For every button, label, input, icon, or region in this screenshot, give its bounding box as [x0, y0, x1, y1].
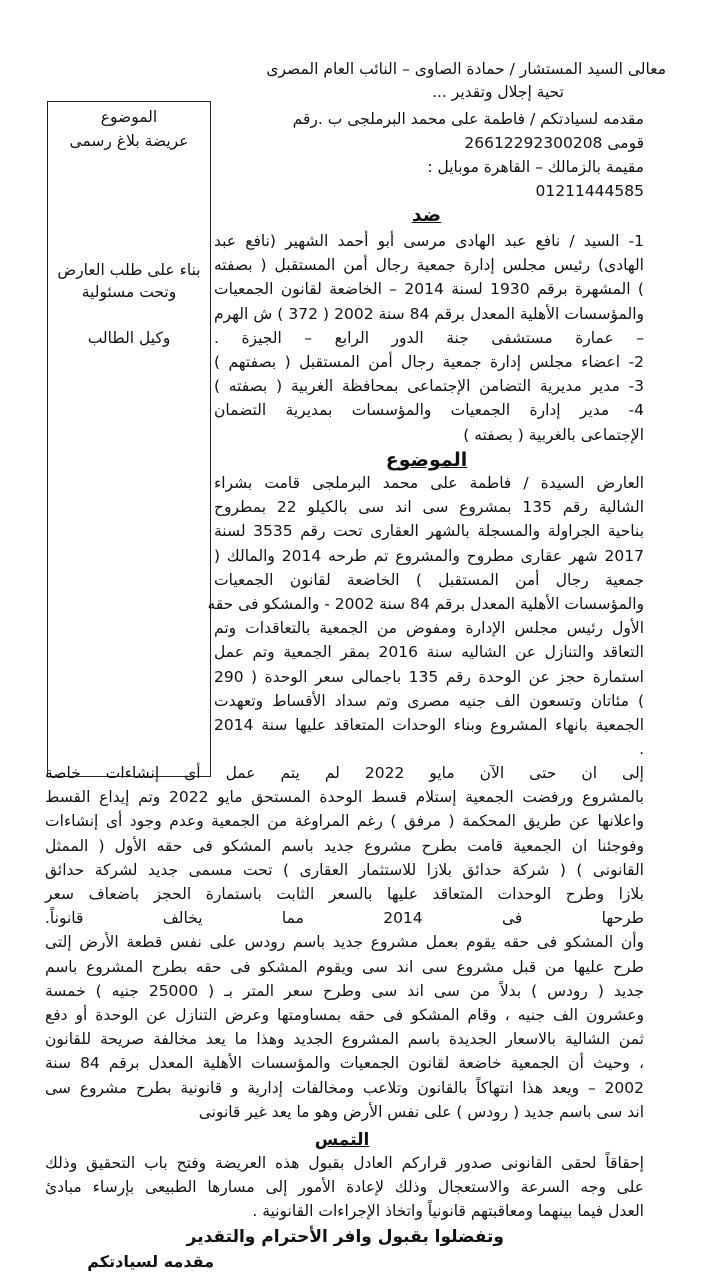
request-line: على وجه السرعة والاستعجال وذلك لإعادة الأمور إلى مسارها الطبيعى بإرساء مبادئ — [45, 1178, 644, 1197]
subject-wide-line: وفوجئنا ان الجمعية قامت بطرح مشروع جديد باسم المشكو فى حقه الأول ( الممثل — [45, 836, 644, 855]
subject-wide-line: طرح عليها من قبل مشروع سى اند سى ويقوم المشكو فى حقه بطرح المشروع باسم — [45, 957, 644, 976]
intro-line: مقيمة بالزمالك – القاهرة موبايل : — [427, 158, 644, 176]
signoff: مقدمه لسيادتكم — [87, 1252, 214, 1271]
defendants-line: الهادى) رئيس مجلس إدارة جمعية رجال أمن المستقبل ( بصفته — [214, 256, 644, 275]
subject-narrow-line: بناحية الجراولة والمسجلة بالشهر العقارى تحت رقم 3535 لسنة — [214, 522, 645, 541]
subject-narrow-line: التعاقد والتنازل عن الشاليه سنة 2016 بمقر الجمعية وتم عمل — [214, 643, 644, 662]
defendants-line: الإجتماعى بالغربية ( بصفته ) — [463, 425, 644, 444]
defendants-line: – عمارة مستشفى جنة الدور الرابع – الجيزة . — [214, 328, 644, 347]
defendants-line: 4- مدير إدارة الجمعيات والمؤسسات بمديرية التضمان — [214, 401, 644, 420]
sidebox-title: الموضوع — [100, 108, 158, 126]
closing: وتفضلوا بقبول وافر الأحترام والتقدير — [186, 1227, 504, 1247]
subject-narrow-line: والمؤسسات الأهلية المعدل برقم 84 سنة 2002 - والمشكو فى حقه — [207, 595, 644, 613]
greeting: تحية إجلال وتقدير ... — [432, 83, 564, 101]
subject-heading: الموضوع — [385, 449, 468, 471]
subject-wide-line: واعلانها عن طريق المحكمة ( مرفق ) رغم المراوغة من الجمعية وعدم وجود أى إنشاءات — [45, 812, 644, 831]
subject-wide-line: طرحها فى 2014 مما يخالف قانوناً. — [45, 909, 644, 928]
defendants-line: 1- السيد / نافع عبد الهادى مرسى أبو أحمد الشهير (نافع عبد — [214, 232, 644, 250]
subject-wide-line: بالمشروع ورفضت الجمعية إستلام قسط الوحدة المستحق مايو 2022 وتم إيداع القسط — [45, 788, 644, 807]
sidebox-line-3: وكيل الطالب — [87, 329, 171, 347]
subject-wide-line: وعشرون الف جنيه ، وقام المشكو فى حقه بمساومتها وعرض التنازل عن الوحدة أو دفع — [45, 1006, 644, 1024]
intro-line: قومى 26612292300208 — [464, 134, 644, 152]
request-line: إحقاقاً لحقى القانونى صدور قراركم العادل بقبول هذه العريضة وفتح باب التحقيق وذلك — [45, 1154, 644, 1172]
subject-wide-line: إلى ان حتى الآن مايو 2022 لم يتم عمل أى إنشاءات خاصة — [45, 764, 644, 782]
defendants-line: 3- مدير مديرية التضامن الإجتماعى بمحافظة الغربية ( بصفته ) — [214, 377, 644, 396]
request-heading: التمس — [314, 1130, 370, 1150]
sidebox-line-1: بناء على طلب العارض — [57, 261, 201, 279]
subject-narrow-line: الأول رئيس مجلس الإدارة ومفوض من الجمعية بالتعاقدات وتم — [214, 619, 644, 638]
addressee: معالى السيد المستشار / حمادة الصاوى – النائب العام المصرى — [266, 60, 666, 78]
sidebox-line-2: وتحت مسئولية — [81, 283, 177, 301]
intro-line: 01211444585 — [535, 182, 644, 200]
subject-narrow-line: . — [639, 740, 644, 759]
subject-narrow-line: العارض السيدة / فاطمة على محمد البرملجى قامت بشراء — [214, 474, 644, 492]
defendants-line: 2- اعضاء مجلس إدارة جمعية رجال أمن المستقبل ( بصفتهم ) — [214, 353, 644, 371]
subject-wide-line: ، وحيث أن الجمعية خاضعة لقانون الجمعيات والمؤسسات الأهلية المعدل برقم 84 سنة — [45, 1054, 645, 1073]
request-line: العدل فيما بينهما ومعاقبتهم قانونياً واتخاذ الإجراءات القانونية . — [252, 1202, 644, 1221]
against-heading: ضد — [411, 204, 442, 226]
defendants-line: والمؤسسات الأهلية المعدل برقم 84 سنة 2002 ( 372 ) ش الهرم — [214, 304, 645, 323]
subject-narrow-line: الجمعية بانهاء المشروع وبناء الوحدات المتعاقد عليها سنة 2014 — [214, 716, 644, 734]
subject-narrow-line: 2017 شهر عقارى مطروح والمشروع تم طرحه 2014 والمالك ( — [214, 546, 644, 565]
defendants-line: ) المشهرة برقم 1930 لسنة 2014 – الخاضعة لقانون الجمعيات — [214, 280, 644, 299]
subject-narrow-line: استمارة حجز عن الوحدة رقم 135 باجمالى سعر الوحدة ( 290 — [214, 667, 644, 686]
subject-wide-line: بلازا وطرح الوحدات المتعاقد عليها بالسعر الثابت باستمارة الحجز باضعاف سعر — [45, 885, 644, 903]
subject-narrow-line: ) مئاتان وتسعون الف جنيه مصرى وتم سداد الأقساط وتعهدت — [214, 691, 644, 710]
sidebox-subtitle: عريضة بلاغ رسمى — [69, 132, 189, 150]
subject-wide-line: اند سى باسم جديد ( رودس ) على نفس الأرض وهو ما يعد غير قانونى — [198, 1102, 644, 1121]
subject-wide-line: جديد ( رودس ) بدلاً من سى اند سى وطرح سعر المتر بـ ( 25000 جنيه ) خمسة — [45, 981, 644, 1000]
subject-narrow-line: جمعية رجال أمن المستقبل ) الخاضعة لقانون الجمعيات — [214, 570, 644, 589]
intro-line: مقدمه لسيادتكم / فاطمة على محمد البرملجى ب .رقم — [292, 110, 644, 128]
subject-wide-line: ثمن الشالية بالاسعار الجديدة باسم المشروع الجديد وهذا ما يعد مخالفة صريحة للقانون — [45, 1030, 644, 1049]
subject-wide-line: وأن المشكو فى حقه يقوم بعمل مشروع جديد باسم رودس على نفس قطعة الأرض إلتى — [45, 933, 644, 952]
subject-wide-line: القانونى ) ( شركة حدائق بلازا للاستثمار العقارى ) تحت مسمى جديد لشركة حدائق — [45, 860, 644, 879]
subject-narrow-line: الشالية رقم 135 بمشروع سى اند سى بالكيلو 22 بمطروح — [214, 498, 644, 517]
subject-wide-line: 2002 – ويعد هذا انتهاكاً بالقانون وتلاعب ومخالفات إدارية و قانونية بطرح مشروع سى — [45, 1078, 644, 1097]
